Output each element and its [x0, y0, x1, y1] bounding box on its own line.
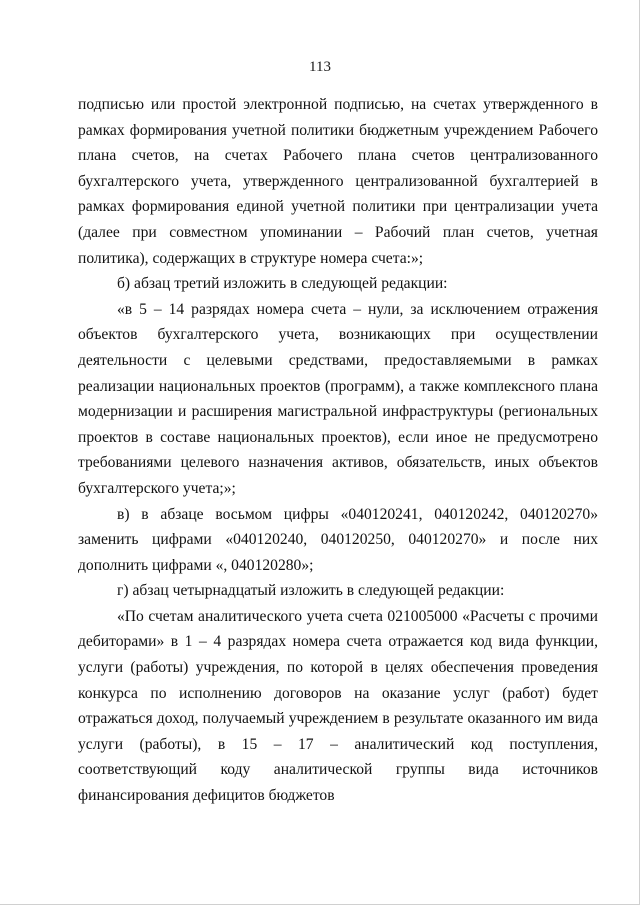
paragraph-item-b: б) абзац третий изложить в следующей редакции: [117, 275, 448, 293]
paragraph-continuation: подписью или простой электронной подписью, на счетах утвержденного в рамках формирования учетной политики бюджетным учреждением Рабочего плана счетов, на счетах Рабочего плана счетов централизованного бухгалтерского учета, утвержденного централизованной бухгалтерией в рамках формирования единой учетной политики при централизации учета (далее при совместном упоминании – Рабочий план счетов, учетная политика), содержащих в структуре номера счета:»; [78, 96, 598, 267]
document-body [78, 92, 598, 809]
paragraph-item-g: г) абзац четырнадцатый изложить в следующей редакции: [117, 582, 505, 600]
paragraph-quote-accounts: «По счетам аналитического учета счета 021005000 «Расчеты с прочими дебиторами» в 1 – 4 разрядах номера счета отражается код вида функции, услуги (работы) учреждения, по которой в целях обеспечения проведения конкурса по исполнению договоров на оказание услуг (работ) будет отражаться доход, получаемый учреждением в результате оказанного им вида услуги (работы), в 15 – 17 – аналитический код поступления, соответствующий коду аналитической группы вида источников финансирования дефицитов бюджетов [78, 607, 598, 805]
paragraph-item-v: в) в абзаце восьмом цифры «040120241, 040120242, 040120270» заменить цифрами «040120240, 040120250, 040120270» и после них дополнить цифрами «, 040120280»; [78, 505, 598, 574]
page-number: 113 [309, 59, 331, 75]
paragraph-quote-digits: «в 5 – 14 разрядах номера счета – нули, за исключением отражения объектов бухгалтерского учета, возникающих при осуществлении деятельности с целевыми средствами, предоставляемыми в рамках реализации национальных проектов (программ), а также комплексного плана модернизации и расширения магистральной инфраструктуры (региональных проектов в составе национальных проектов), если иное не предусмотрено требованиями целевого назначения активов, обязательств, иных объектов бухгалтерского учета;»; [78, 300, 598, 497]
